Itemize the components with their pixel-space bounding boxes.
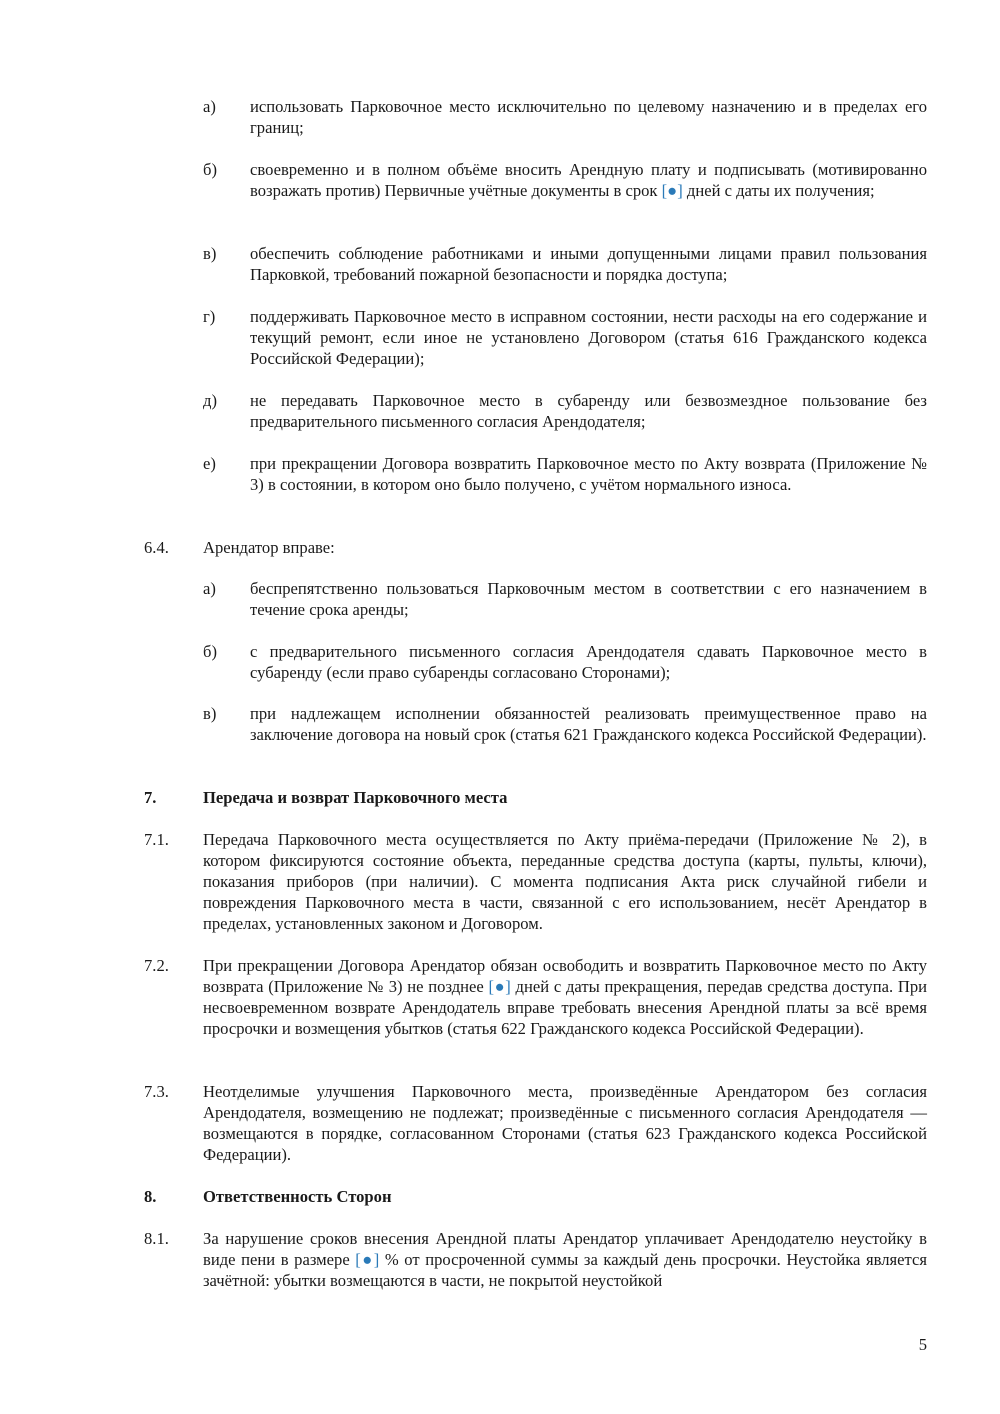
clause-text: Передача Парковочного места осуществляется по Акту приёма-передачи (Приложение № 2), в котором фиксируются состояние объекта, переданные средства доступа (карты, пульты, ключи), показания приборов (при наличии). С момента подписания Акта риск случайной гибели и повреждения Парковочного места в части, связанной с его использованием, несёт Арендатор в пределах, установленных законом и Договором. xyxy=(203,830,927,933)
section-number: 7. xyxy=(144,788,157,807)
item-text: беспрепятственно пользоваться Парковочным местом в соответствии с его назначением в течение срока аренды; xyxy=(250,579,927,619)
item-label: а) xyxy=(203,97,216,116)
clause-number: 7.2. xyxy=(144,956,169,975)
page-number: 5 xyxy=(918,1335,927,1354)
clause-number: 6.4. xyxy=(144,538,169,557)
list-item xyxy=(203,159,927,201)
item-text: с предварительного письменного согласия Арендодателя сдавать Парковочное место в субаренду (если право субаренды согласовано Сторонами); xyxy=(250,642,927,682)
clause xyxy=(144,829,927,934)
item-label: в) xyxy=(203,704,217,723)
item-text: при прекращении Договора возвратить Парковочное место по Акту возврата (Приложение № 3) в состоянии, в котором оно было получено, с учётом нормального износа. xyxy=(250,454,927,494)
clause xyxy=(144,1081,927,1165)
clause-number: 7.3. xyxy=(144,1082,169,1101)
clause-text: Арендатор вправе: xyxy=(203,538,335,557)
item-label: д) xyxy=(203,391,217,410)
item-text: при надлежащем исполнении обязанностей реализовать преимущественное право на заключение договора на новый срок (статья 621 Гражданского кодекса Российской Федерации). xyxy=(250,704,927,744)
list-item xyxy=(203,390,927,432)
clause xyxy=(144,955,927,1039)
item-text: поддерживать Парковочное место в исправном состоянии, нести расходы на его содержание и текущий ремонт, если иное не установлено Договором (статья 616 Гражданского кодекса Российской Федерации); xyxy=(250,307,927,368)
item-label: б) xyxy=(203,642,217,661)
list-item xyxy=(203,641,927,683)
item-text: использовать Парковочное место исключительно по целевому назначению и в пределах его границ; xyxy=(250,97,927,137)
clause xyxy=(144,1228,927,1291)
item-label: б) xyxy=(203,160,217,179)
item-label: г) xyxy=(203,307,216,326)
list-item xyxy=(203,243,927,285)
list-item xyxy=(203,703,927,745)
section-heading xyxy=(144,787,927,808)
item-label: а) xyxy=(203,579,216,598)
list-item xyxy=(203,96,927,138)
list-item xyxy=(203,453,927,495)
clause-number: 8.1. xyxy=(144,1229,169,1248)
list-item xyxy=(203,578,927,620)
placeholder-mark: [●] xyxy=(488,977,511,996)
section-number: 8. xyxy=(144,1187,157,1206)
clause-text: За нарушение сроков внесения Арендной платы Арендатор уплачивает Арендодателю неустойку в виде пени в размере [●] % от просроченной суммы за каждый день просрочки. Неустойка является зачётной: убытки возмещаются в части, не покрытой неустойкой xyxy=(203,1229,928,1290)
clause-number: 7.1. xyxy=(144,830,169,849)
item-text: обеспечить соблюдение работниками и иными допущенными лицами правил пользования Парковкой, требований пожарной безопасности и порядка доступа; xyxy=(250,244,927,284)
item-label: в) xyxy=(203,244,217,263)
list-item xyxy=(203,306,927,369)
section-title: Ответственность Сторон xyxy=(203,1187,392,1206)
item-label: е) xyxy=(203,454,216,473)
section-title: Передача и возврат Парковочного места xyxy=(203,788,508,807)
placeholder-mark: [●] xyxy=(355,1250,380,1269)
section-heading xyxy=(144,1186,927,1207)
clause-text: Неотделимые улучшения Парковочного места, произведённые Арендатором без согласия Арендодателя, возмещению не подлежат; произведённые с письменного согласия Арендодателя — возмещаются в порядке, согласованном Сторонами (статья 623 Гражданского кодекса Российской Федерации). xyxy=(203,1082,927,1164)
item-text: не передавать Парковочное место в субаренду или безвозмездное пользование без предварительного письменного согласия Арендодателя; xyxy=(250,391,927,431)
clause xyxy=(144,537,927,558)
placeholder-mark: [●] xyxy=(661,181,683,200)
item-text: своевременно и в полном объёме вносить Арендную плату и подписывать (мотивированно возражать против) Первичные учётные документы в срок [●] дней с даты их получения; xyxy=(250,160,927,200)
clause-text: При прекращении Договора Арендатор обязан освободить и возвратить Парковочное место по Акту возврата (Приложение № 3) не позднее [●] дней с даты прекращения, передав средства доступа. При несвоевременном возврате Арендодатель вправе требовать внесения Арендной платы за всё время просрочки и возмещения убытков (статья 622 Гражданского кодекса Российской Федерации). xyxy=(203,956,928,1038)
